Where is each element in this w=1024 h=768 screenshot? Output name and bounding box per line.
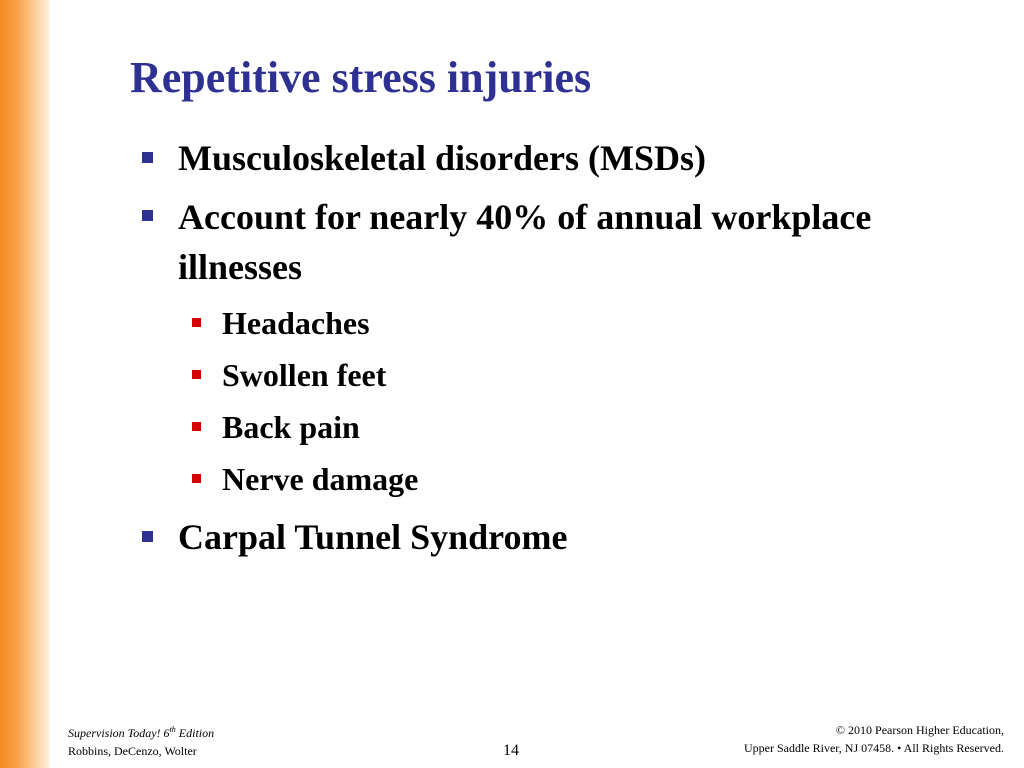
sub-bullet-nerve-damage (222, 459, 418, 499)
bullet-msds (178, 134, 706, 182)
book-title: Supervision Today! 6 (68, 726, 170, 740)
bullet-annual-illnesses (178, 192, 878, 292)
edition-superscript: th (169, 725, 176, 734)
bullet-text: Musculoskeletal disorders (MSDs) (178, 138, 706, 178)
copyright-line-1: © 2010 Pearson Higher Education, (835, 723, 1004, 737)
bullet-carpal-tunnel (178, 513, 567, 561)
footer-book-title (68, 721, 214, 742)
red-square-bullet-icon (192, 422, 201, 431)
blue-square-bullet-icon (142, 152, 153, 163)
footer-copyright (744, 721, 1004, 757)
bullet-text: Carpal Tunnel Syndrome (178, 517, 568, 557)
copyright-line-2: Upper Saddle River, NJ 07458. • All Rights Reserved. (743, 741, 1004, 755)
sub-bullet-text: Nerve damage (222, 461, 419, 497)
blue-square-bullet-icon (142, 210, 153, 221)
red-square-bullet-icon (192, 370, 201, 379)
edition-label: Edition (175, 726, 215, 740)
bullet-text: Account for nearly 40% of annual workplace illnesses (178, 197, 872, 287)
sub-bullet-back-pain (222, 407, 360, 447)
sub-bullet-swollen-feet (222, 355, 386, 395)
blue-square-bullet-icon (142, 531, 153, 542)
footer-book-info (68, 721, 214, 760)
sub-bullet-text: Swollen feet (222, 357, 387, 393)
sub-bullet-headaches (222, 303, 370, 343)
sub-bullet-text: Headaches (222, 305, 370, 341)
footer-authors: Robbins, DeCenzo, Wolter (68, 744, 197, 758)
slide-title: Repetitive stress injuries (130, 53, 592, 102)
red-square-bullet-icon (192, 474, 201, 483)
sub-bullet-text: Back pain (222, 409, 360, 445)
red-square-bullet-icon (192, 318, 201, 327)
decorative-side-strip (0, 0, 50, 768)
page-number: 14 (503, 742, 519, 759)
